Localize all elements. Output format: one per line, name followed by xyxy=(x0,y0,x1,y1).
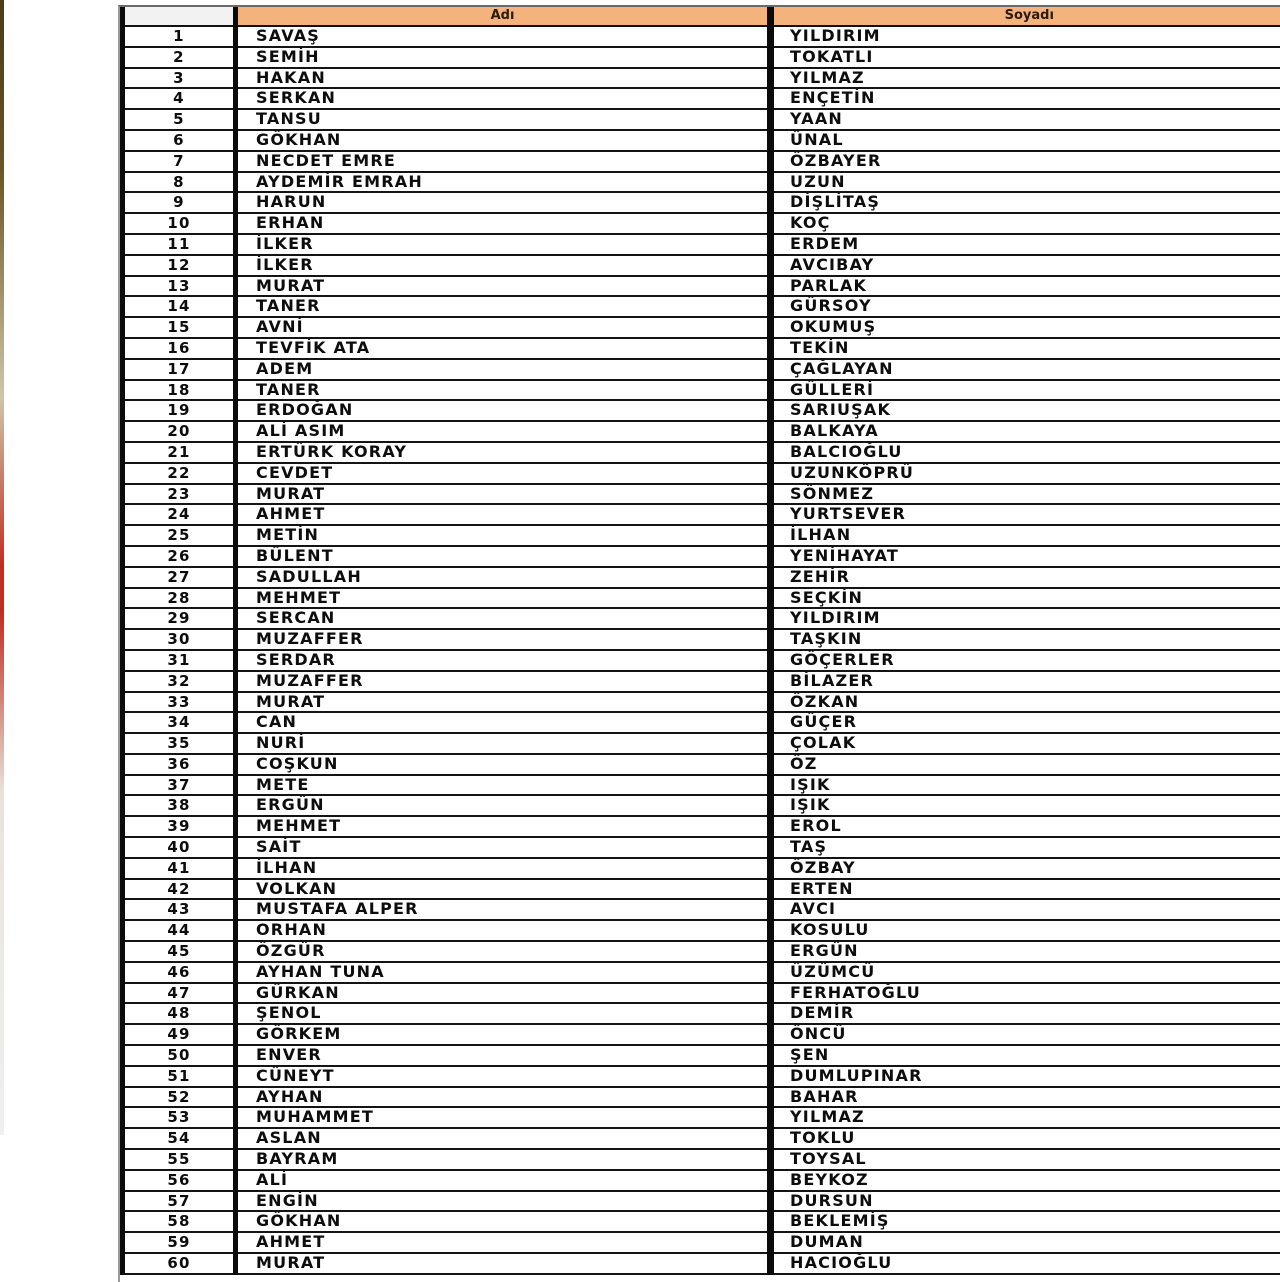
row-first-name: NURİ xyxy=(236,733,771,754)
row-last-name: DUMAN xyxy=(771,1232,1280,1253)
row-last-name: YILMAZ xyxy=(771,68,1280,89)
table-row xyxy=(123,68,1280,89)
row-number: 59 xyxy=(123,1232,236,1253)
row-number: 8 xyxy=(123,172,236,193)
row-number: 33 xyxy=(123,692,236,713)
row-last-name: İLHAN xyxy=(771,525,1280,546)
row-last-name: ÜZÜMCÜ xyxy=(771,962,1280,983)
row-first-name: ENVER xyxy=(236,1045,771,1066)
row-first-name: İLKER xyxy=(236,234,771,255)
row-number: 11 xyxy=(123,234,236,255)
row-first-name: ADEM xyxy=(236,359,771,380)
row-number: 47 xyxy=(123,983,236,1004)
table-row xyxy=(123,983,1280,1004)
row-number: 15 xyxy=(123,317,236,338)
row-first-name: ÖZGÜR xyxy=(236,941,771,962)
row-first-name: ENGİN xyxy=(236,1191,771,1212)
row-number: 52 xyxy=(123,1087,236,1108)
row-first-name: SAİT xyxy=(236,837,771,858)
row-last-name: BEYKOZ xyxy=(771,1170,1280,1191)
row-first-name: BAYRAM xyxy=(236,1149,771,1170)
table-row xyxy=(123,1045,1280,1066)
table-row xyxy=(123,1149,1280,1170)
row-last-name: ZEHİR xyxy=(771,567,1280,588)
row-last-name: AVCI xyxy=(771,899,1280,920)
row-last-name: ERDEM xyxy=(771,234,1280,255)
row-first-name: NECDET EMRE xyxy=(236,151,771,172)
row-number: 43 xyxy=(123,899,236,920)
row-number: 44 xyxy=(123,920,236,941)
row-first-name: TEVFİK ATA xyxy=(236,338,771,359)
row-number: 2 xyxy=(123,47,236,68)
row-last-name: UZUNKÖPRÜ xyxy=(771,463,1280,484)
table-row xyxy=(123,567,1280,588)
table-row xyxy=(123,754,1280,775)
row-first-name: ALİ xyxy=(236,1170,771,1191)
row-last-name: BALCIOĞLU xyxy=(771,442,1280,463)
row-number: 50 xyxy=(123,1045,236,1066)
row-number: 26 xyxy=(123,546,236,567)
row-last-name: BALKAYA xyxy=(771,421,1280,442)
row-last-name: OKUMUŞ xyxy=(771,317,1280,338)
row-first-name: HAKAN xyxy=(236,68,771,89)
name-table xyxy=(120,7,1280,1275)
row-number: 22 xyxy=(123,463,236,484)
table-row xyxy=(123,463,1280,484)
row-first-name: İLKER xyxy=(236,255,771,276)
header-number xyxy=(123,7,236,26)
row-first-name: AYDEMİR EMRAH xyxy=(236,172,771,193)
row-first-name: SEMİH xyxy=(236,47,771,68)
row-first-name: MUZAFFER xyxy=(236,629,771,650)
table-body xyxy=(123,26,1280,1274)
row-first-name: VOLKAN xyxy=(236,879,771,900)
row-number: 23 xyxy=(123,484,236,505)
row-last-name: DEMİR xyxy=(771,1003,1280,1024)
row-first-name: AYHAN xyxy=(236,1087,771,1108)
table-row xyxy=(123,1170,1280,1191)
header-ad: Adı xyxy=(236,7,771,26)
row-last-name: ÖZBAYER xyxy=(771,151,1280,172)
row-first-name: ERGÜN xyxy=(236,795,771,816)
row-first-name: TANER xyxy=(236,380,771,401)
table-row xyxy=(123,692,1280,713)
row-last-name: SARIUŞAK xyxy=(771,400,1280,421)
table-row xyxy=(123,1107,1280,1128)
row-first-name: SERCAN xyxy=(236,608,771,629)
table-row xyxy=(123,109,1280,130)
table-row xyxy=(123,442,1280,463)
row-number: 39 xyxy=(123,816,236,837)
table-row xyxy=(123,1211,1280,1232)
row-first-name: HARUN xyxy=(236,192,771,213)
row-number: 48 xyxy=(123,1003,236,1024)
table-row xyxy=(123,795,1280,816)
row-number: 24 xyxy=(123,504,236,525)
row-number: 13 xyxy=(123,276,236,297)
row-number: 46 xyxy=(123,962,236,983)
row-last-name: UZUN xyxy=(771,172,1280,193)
row-number: 58 xyxy=(123,1211,236,1232)
row-first-name: GÖKHAN xyxy=(236,1211,771,1232)
row-first-name: CÜNEYT xyxy=(236,1066,771,1087)
row-number: 3 xyxy=(123,68,236,89)
row-last-name: YAAN xyxy=(771,109,1280,130)
row-last-name: ŞEN xyxy=(771,1045,1280,1066)
row-number: 37 xyxy=(123,775,236,796)
table-row xyxy=(123,317,1280,338)
table-row xyxy=(123,400,1280,421)
row-number: 10 xyxy=(123,213,236,234)
row-last-name: KOSULU xyxy=(771,920,1280,941)
video-edge-strip xyxy=(0,0,4,1135)
row-first-name: AHMET xyxy=(236,1232,771,1253)
table-row xyxy=(123,1024,1280,1045)
row-last-name: HACIOĞLU xyxy=(771,1253,1280,1274)
row-number: 9 xyxy=(123,192,236,213)
row-number: 55 xyxy=(123,1149,236,1170)
row-number: 29 xyxy=(123,608,236,629)
table-row xyxy=(123,26,1280,47)
row-last-name: YILDIRIM xyxy=(771,26,1280,47)
row-last-name: KOÇ xyxy=(771,213,1280,234)
row-last-name: GÜÇER xyxy=(771,712,1280,733)
row-number: 25 xyxy=(123,525,236,546)
row-number: 57 xyxy=(123,1191,236,1212)
table-row xyxy=(123,899,1280,920)
row-last-name: ÖNCÜ xyxy=(771,1024,1280,1045)
row-last-name: DİŞLİTAŞ xyxy=(771,192,1280,213)
row-first-name: MUHAMMET xyxy=(236,1107,771,1128)
table-row xyxy=(123,1128,1280,1149)
row-last-name: DUMLUPINAR xyxy=(771,1066,1280,1087)
row-last-name: GÜRSOY xyxy=(771,296,1280,317)
row-number: 1 xyxy=(123,26,236,47)
row-last-name: ÖZBAY xyxy=(771,858,1280,879)
table-row xyxy=(123,629,1280,650)
row-number: 12 xyxy=(123,255,236,276)
row-first-name: SAVAŞ xyxy=(236,26,771,47)
table-row xyxy=(123,255,1280,276)
table-row xyxy=(123,234,1280,255)
row-number: 27 xyxy=(123,567,236,588)
row-number: 49 xyxy=(123,1024,236,1045)
row-first-name: TANER xyxy=(236,296,771,317)
row-last-name: SÖNMEZ xyxy=(771,484,1280,505)
row-last-name: IŞIK xyxy=(771,795,1280,816)
row-last-name: TAŞ xyxy=(771,837,1280,858)
row-first-name: METE xyxy=(236,775,771,796)
row-last-name: TAŞKIN xyxy=(771,629,1280,650)
row-last-name: ÖZ xyxy=(771,754,1280,775)
row-number: 31 xyxy=(123,650,236,671)
row-first-name: ORHAN xyxy=(236,920,771,941)
row-first-name: AHMET xyxy=(236,504,771,525)
table-row xyxy=(123,47,1280,68)
row-number: 17 xyxy=(123,359,236,380)
row-number: 35 xyxy=(123,733,236,754)
row-last-name: TOKATLI xyxy=(771,47,1280,68)
row-last-name: YURTSEVER xyxy=(771,504,1280,525)
row-number: 28 xyxy=(123,588,236,609)
row-first-name: BÜLENT xyxy=(236,546,771,567)
row-number: 41 xyxy=(123,858,236,879)
table-row xyxy=(123,151,1280,172)
header-soyad: Soyadı xyxy=(771,7,1280,26)
row-first-name: SADULLAH xyxy=(236,567,771,588)
row-first-name: GÜRKAN xyxy=(236,983,771,1004)
row-last-name: BİLAZER xyxy=(771,671,1280,692)
row-first-name: AYHAN TUNA xyxy=(236,962,771,983)
row-last-name: YENİHAYAT xyxy=(771,546,1280,567)
row-last-name: DURSUN xyxy=(771,1191,1280,1212)
row-number: 30 xyxy=(123,629,236,650)
table-row xyxy=(123,588,1280,609)
row-number: 38 xyxy=(123,795,236,816)
table-row xyxy=(123,879,1280,900)
table-row xyxy=(123,359,1280,380)
row-first-name: MURAT xyxy=(236,692,771,713)
row-number: 34 xyxy=(123,712,236,733)
row-last-name: BEKLEMİŞ xyxy=(771,1211,1280,1232)
table-row xyxy=(123,1232,1280,1253)
row-last-name: ÖZKAN xyxy=(771,692,1280,713)
row-first-name: ALİ ASIM xyxy=(236,421,771,442)
table-row xyxy=(123,296,1280,317)
row-first-name: GÖRKEM xyxy=(236,1024,771,1045)
row-first-name: MUZAFFER xyxy=(236,671,771,692)
table-row xyxy=(123,484,1280,505)
row-first-name: CEVDET xyxy=(236,463,771,484)
row-number: 36 xyxy=(123,754,236,775)
row-first-name: SERDAR xyxy=(236,650,771,671)
row-number: 45 xyxy=(123,941,236,962)
table-row xyxy=(123,192,1280,213)
row-number: 6 xyxy=(123,130,236,151)
row-first-name: METİN xyxy=(236,525,771,546)
row-first-name: ŞENOL xyxy=(236,1003,771,1024)
table-row xyxy=(123,1191,1280,1212)
table-row xyxy=(123,172,1280,193)
row-first-name: ERHAN xyxy=(236,213,771,234)
row-first-name: MURAT xyxy=(236,1253,771,1274)
row-first-name: GÖKHAN xyxy=(236,130,771,151)
row-last-name: YILMAZ xyxy=(771,1107,1280,1128)
row-last-name: AVCIBAY xyxy=(771,255,1280,276)
row-last-name: YILDIRIM xyxy=(771,608,1280,629)
table-row xyxy=(123,608,1280,629)
row-last-name: TOKLU xyxy=(771,1128,1280,1149)
row-number: 16 xyxy=(123,338,236,359)
table-row xyxy=(123,837,1280,858)
row-first-name: ASLAN xyxy=(236,1128,771,1149)
row-number: 18 xyxy=(123,380,236,401)
row-number: 53 xyxy=(123,1107,236,1128)
header-row xyxy=(123,7,1280,26)
row-number: 40 xyxy=(123,837,236,858)
table-row xyxy=(123,712,1280,733)
row-last-name: BAHAR xyxy=(771,1087,1280,1108)
table-row xyxy=(123,213,1280,234)
table-row xyxy=(123,775,1280,796)
table-row xyxy=(123,816,1280,837)
row-first-name: MEHMET xyxy=(236,588,771,609)
row-first-name: MURAT xyxy=(236,484,771,505)
table-row xyxy=(123,1003,1280,1024)
row-first-name: AVNİ xyxy=(236,317,771,338)
row-number: 4 xyxy=(123,88,236,109)
row-last-name: EROL xyxy=(771,816,1280,837)
row-number: 7 xyxy=(123,151,236,172)
table-row xyxy=(123,941,1280,962)
table-row xyxy=(123,962,1280,983)
row-first-name: MUSTAFA ALPER xyxy=(236,899,771,920)
row-number: 5 xyxy=(123,109,236,130)
row-number: 51 xyxy=(123,1066,236,1087)
row-number: 32 xyxy=(123,671,236,692)
row-last-name: ÇAĞLAYAN xyxy=(771,359,1280,380)
row-last-name: GÖÇERLER xyxy=(771,650,1280,671)
row-last-name: ENÇETİN xyxy=(771,88,1280,109)
table-row xyxy=(123,920,1280,941)
row-first-name: CAN xyxy=(236,712,771,733)
row-first-name: MURAT xyxy=(236,276,771,297)
row-last-name: FERHATOĞLU xyxy=(771,983,1280,1004)
row-last-name: PARLAK xyxy=(771,276,1280,297)
table-row xyxy=(123,671,1280,692)
row-last-name: TOYSAL xyxy=(771,1149,1280,1170)
row-last-name: GÜLLERİ xyxy=(771,380,1280,401)
table-row xyxy=(123,421,1280,442)
row-number: 56 xyxy=(123,1170,236,1191)
row-number: 42 xyxy=(123,879,236,900)
table-row xyxy=(123,546,1280,567)
row-number: 14 xyxy=(123,296,236,317)
row-last-name: SEÇKİN xyxy=(771,588,1280,609)
name-list-sheet xyxy=(118,5,1280,1282)
table-row xyxy=(123,504,1280,525)
table-row xyxy=(123,380,1280,401)
row-number: 21 xyxy=(123,442,236,463)
table-row xyxy=(123,733,1280,754)
table-row xyxy=(123,525,1280,546)
table-row xyxy=(123,1087,1280,1108)
row-first-name: COŞKUN xyxy=(236,754,771,775)
table-row xyxy=(123,88,1280,109)
row-first-name: MEHMET xyxy=(236,816,771,837)
row-number: 20 xyxy=(123,421,236,442)
table-row xyxy=(123,276,1280,297)
row-last-name: ERTEN xyxy=(771,879,1280,900)
table-row xyxy=(123,130,1280,151)
row-last-name: ÜNAL xyxy=(771,130,1280,151)
table-row xyxy=(123,650,1280,671)
table-row xyxy=(123,858,1280,879)
row-first-name: İLHAN xyxy=(236,858,771,879)
row-number: 60 xyxy=(123,1253,236,1274)
row-last-name: IŞIK xyxy=(771,775,1280,796)
row-number: 54 xyxy=(123,1128,236,1149)
row-first-name: TANSU xyxy=(236,109,771,130)
table-row xyxy=(123,338,1280,359)
row-last-name: ERGÜN xyxy=(771,941,1280,962)
table-row xyxy=(123,1253,1280,1274)
row-first-name: ERTÜRK KORAY xyxy=(236,442,771,463)
row-first-name: SERKAN xyxy=(236,88,771,109)
row-last-name: TEKİN xyxy=(771,338,1280,359)
row-number: 19 xyxy=(123,400,236,421)
table-row xyxy=(123,1066,1280,1087)
row-first-name: ERDOĞAN xyxy=(236,400,771,421)
row-last-name: ÇOLAK xyxy=(771,733,1280,754)
